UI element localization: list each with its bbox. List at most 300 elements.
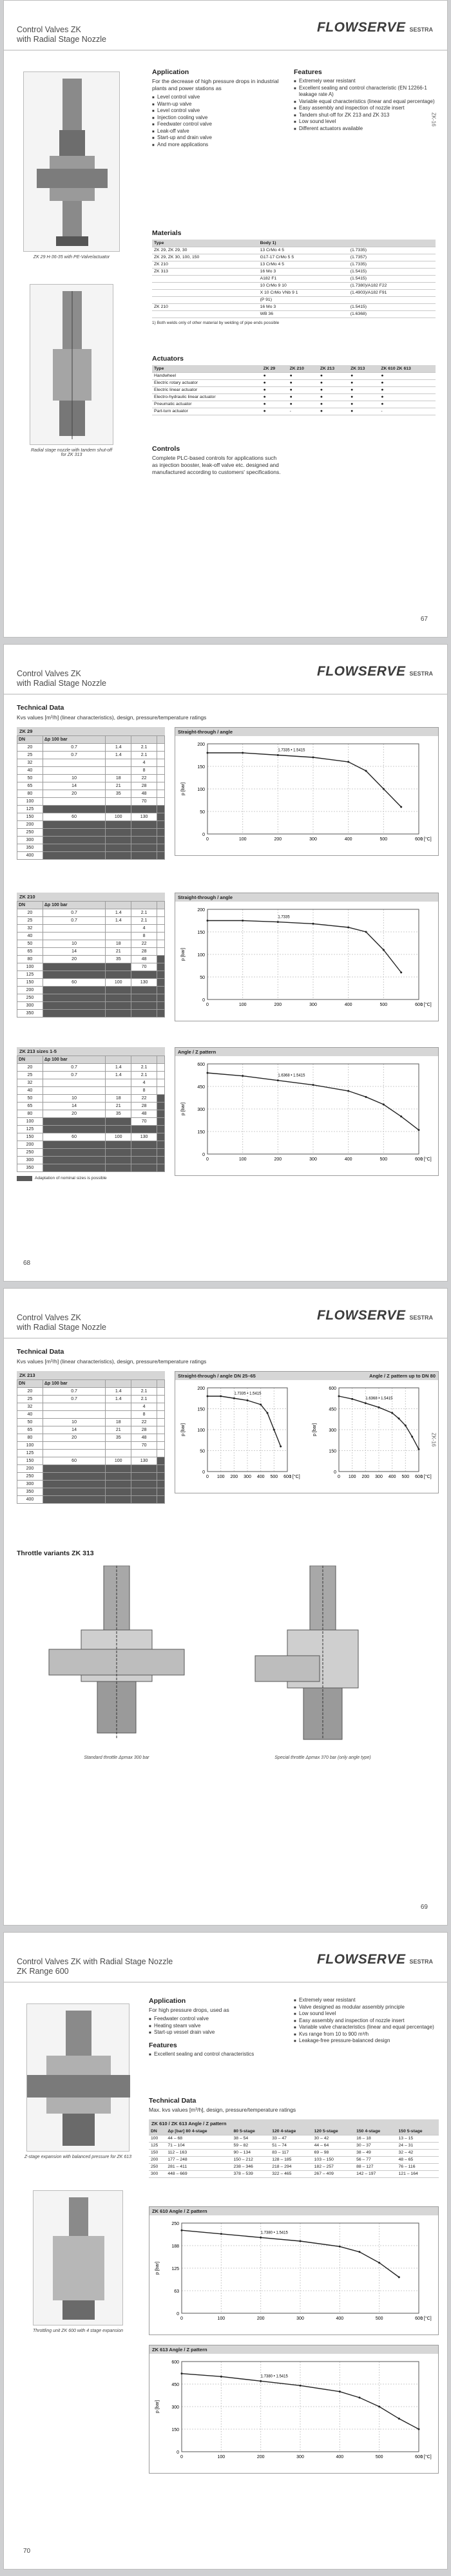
table-cell: 14 bbox=[43, 782, 105, 790]
table-cell bbox=[131, 1450, 157, 1457]
table-cell: 16 Mo 3 bbox=[258, 303, 349, 310]
y-tick-label: 150 bbox=[171, 2428, 179, 2432]
table-cell: 2.1 bbox=[131, 752, 157, 759]
table-row bbox=[17, 752, 165, 759]
table-cell bbox=[157, 1103, 165, 1110]
table-row bbox=[152, 401, 436, 408]
table-cell bbox=[157, 925, 165, 933]
table-header-row bbox=[149, 2128, 439, 2135]
table-cell: 250 bbox=[17, 829, 43, 837]
data-point bbox=[383, 788, 385, 790]
table-footnote: 1) Both welds only of other material by welding of pipe ends possible bbox=[152, 320, 280, 325]
table-cell: 4 bbox=[131, 1403, 157, 1411]
table-cell: 32 bbox=[17, 759, 43, 767]
x-tick-label: 300 bbox=[375, 1475, 383, 1479]
table-cell: 100 bbox=[17, 1118, 43, 1126]
y-tick-label: 0 bbox=[202, 1153, 205, 1157]
chart-title-2: Angle / Z pattern up to DN 80 bbox=[369, 1373, 436, 1379]
zk29-chart bbox=[175, 727, 439, 856]
chart-svg bbox=[149, 2215, 438, 2331]
table-cell: 2.1 bbox=[131, 909, 157, 917]
y-tick-label: 300 bbox=[197, 1108, 205, 1112]
feature-item: ■ Easy assembly and inspection of nozzle insert bbox=[294, 105, 436, 112]
annotation: 1.6368 • 1.5415 bbox=[365, 1396, 393, 1401]
y-tick-label: 200 bbox=[197, 743, 205, 747]
figure-caption-2: Radial stage nozzle with tandem shut-off for ZK 313 bbox=[30, 448, 113, 457]
table-row bbox=[17, 963, 165, 971]
table-row bbox=[152, 268, 436, 275]
table-cell: 30 – 42 bbox=[312, 2135, 354, 2142]
data-point bbox=[242, 1075, 244, 1077]
table-cell: 1.4 bbox=[106, 1064, 131, 1072]
table-cell bbox=[106, 767, 131, 775]
y-tick-label: 150 bbox=[329, 1449, 336, 1454]
feature-item: ■ Variable valve characteristics (linear and equal percentage) bbox=[294, 2024, 436, 2031]
data-point bbox=[378, 2406, 380, 2408]
table-cell: 400 bbox=[17, 852, 43, 860]
table-cell: 100 bbox=[17, 798, 43, 806]
application-list bbox=[149, 2016, 284, 2036]
table-row bbox=[17, 790, 165, 798]
table-cell bbox=[152, 289, 258, 296]
application-item: ■ Heating steam valve bbox=[149, 2023, 284, 2030]
table-cell bbox=[157, 1457, 165, 1465]
table-cell: 150 bbox=[17, 1457, 43, 1465]
table-cell bbox=[157, 744, 165, 752]
y-tick-label: 50 bbox=[200, 976, 205, 980]
table-cell bbox=[43, 1473, 105, 1481]
feature-item: ■ Excellent sealing and control characteristic (EN 12266-1 leakage rate A) bbox=[294, 85, 436, 99]
x-tick-label: 100 bbox=[217, 2455, 225, 2459]
table-row bbox=[17, 1164, 165, 1172]
column-header: 80 5-stage bbox=[232, 2128, 271, 2135]
table-cell bbox=[43, 767, 105, 775]
table-row bbox=[17, 1118, 165, 1126]
column-header: 120 4-stage bbox=[270, 2128, 312, 2135]
table-row bbox=[17, 1087, 165, 1095]
features-list-2 bbox=[294, 1997, 436, 2045]
section-heading-2: Features bbox=[149, 2041, 177, 2049]
table-cell bbox=[157, 1388, 165, 1396]
x-tick-label: 400 bbox=[336, 2316, 344, 2321]
y-axis-label: p [bar] bbox=[181, 1103, 186, 1115]
table-cell: 22 bbox=[131, 775, 157, 782]
data-point bbox=[418, 1448, 420, 1450]
table-row bbox=[17, 1434, 165, 1442]
table-cell bbox=[43, 971, 105, 979]
chart-panel-right bbox=[312, 1387, 432, 1479]
feature-item: ■ Tandem shut-off for ZK 213 and ZK 313 bbox=[294, 112, 436, 119]
application-section bbox=[149, 1997, 284, 2058]
table-cell bbox=[43, 1126, 105, 1133]
figure-caption-2: Special throttle Δpmax 370 bar (only angle type) bbox=[274, 1756, 371, 1760]
section-heading: Technical Data bbox=[17, 1348, 64, 1356]
y-tick-label: 100 bbox=[197, 1428, 205, 1433]
table-cell: ● bbox=[318, 379, 349, 386]
table-cell bbox=[43, 1450, 105, 1457]
table-cell bbox=[106, 1010, 131, 1018]
table-label: ZK 29 bbox=[17, 727, 165, 735]
y-tick-label: 600 bbox=[171, 2360, 179, 2365]
table-cell: 20 bbox=[43, 1110, 105, 1118]
y-tick-label: 0 bbox=[334, 1470, 336, 1475]
table-cell bbox=[157, 1149, 165, 1157]
table-cell bbox=[131, 852, 157, 860]
data-point bbox=[365, 931, 367, 933]
table-cell: ZK 29, ZK 29, 30 bbox=[152, 247, 258, 254]
table-cell: (1.4903)/A182 F91 bbox=[349, 289, 436, 296]
table-cell: 103 – 150 bbox=[312, 2156, 354, 2163]
data-point bbox=[359, 2251, 361, 2253]
zk210-chart bbox=[175, 893, 439, 1021]
table-header-row bbox=[17, 902, 165, 909]
table-cell: 20 bbox=[17, 1388, 43, 1396]
table-row bbox=[17, 1488, 165, 1496]
table-cell: 18 bbox=[106, 1095, 131, 1103]
application-item: ■ And more applications bbox=[152, 142, 281, 149]
table-cell bbox=[157, 829, 165, 837]
zk29-table bbox=[17, 735, 165, 860]
table-row bbox=[17, 1079, 165, 1087]
throttling-drawing bbox=[34, 2191, 124, 2326]
table-cell: ● bbox=[379, 386, 436, 393]
table-cell: ● bbox=[379, 401, 436, 408]
data-point bbox=[338, 1396, 340, 1397]
table-cell: 40 bbox=[17, 767, 43, 775]
table-row bbox=[152, 261, 436, 268]
column-header: Δp 100 bar bbox=[43, 736, 105, 744]
y-tick-label: 150 bbox=[197, 1130, 205, 1135]
table-cell bbox=[43, 821, 105, 829]
x-tick-label: 0 bbox=[206, 837, 209, 842]
data-point bbox=[277, 754, 279, 756]
nozzle-image bbox=[30, 284, 113, 445]
table-cell bbox=[157, 979, 165, 987]
table-cell bbox=[43, 1141, 105, 1149]
table-cell: 80 bbox=[17, 1110, 43, 1118]
table-cell bbox=[106, 1481, 131, 1488]
data-point bbox=[418, 2429, 420, 2430]
table-row bbox=[17, 1419, 165, 1426]
table-cell: 24 – 31 bbox=[397, 2142, 439, 2149]
chart-title: Straight-through / angle bbox=[175, 728, 438, 736]
table-row bbox=[17, 948, 165, 956]
x-tick-label: 100 bbox=[238, 1003, 247, 1007]
table-row bbox=[17, 1450, 165, 1457]
x-tick-label: 300 bbox=[296, 2455, 304, 2459]
table-cell bbox=[131, 994, 157, 1002]
table-cell: ● bbox=[349, 379, 379, 386]
table-cell: 300 bbox=[17, 837, 43, 844]
table-label: ZK 213 sizes 1-5 bbox=[17, 1047, 165, 1056]
table-cell: 35 bbox=[106, 1434, 131, 1442]
table-cell bbox=[157, 909, 165, 917]
feature-item: ■ Extremely wear resistant bbox=[294, 1997, 436, 2004]
table-cell: ● bbox=[288, 393, 318, 401]
table-cell: 65 bbox=[17, 1103, 43, 1110]
y-tick-label: 450 bbox=[197, 1085, 205, 1090]
chart-title-row bbox=[175, 1372, 438, 1380]
table-cell: (1.5415) bbox=[349, 268, 436, 275]
table-cell: 18 bbox=[106, 775, 131, 782]
table-cell bbox=[131, 1141, 157, 1149]
table-row bbox=[149, 2149, 439, 2156]
table-cell: 20 bbox=[17, 1064, 43, 1072]
table-cell bbox=[157, 1396, 165, 1403]
table-cell bbox=[157, 752, 165, 759]
table-cell bbox=[157, 1434, 165, 1442]
table-cell: 250 bbox=[17, 1473, 43, 1481]
table-row bbox=[152, 247, 436, 254]
table-cell: ZK 210 bbox=[152, 303, 258, 310]
table-cell: (1.7335) bbox=[349, 247, 436, 254]
table-cell: 300 bbox=[149, 2170, 166, 2177]
table-row bbox=[17, 759, 165, 767]
page-title: Control Valves ZK with Radial Stage Nozzle ZK Range 600 bbox=[17, 1957, 173, 1976]
header-divider bbox=[4, 1338, 447, 1339]
table-cell: 32 bbox=[17, 1403, 43, 1411]
x-tick-label: 200 bbox=[274, 1003, 282, 1007]
data-point bbox=[405, 1425, 407, 1426]
table-cell bbox=[106, 994, 131, 1002]
table-cell bbox=[157, 1002, 165, 1010]
table-row bbox=[17, 1403, 165, 1411]
table-cell bbox=[131, 1488, 157, 1496]
table-cell: 4 bbox=[131, 1079, 157, 1087]
y-tick-label: 150 bbox=[197, 931, 205, 935]
table-row bbox=[17, 782, 165, 790]
table-cell bbox=[157, 1095, 165, 1103]
table-cell: 150 – 212 bbox=[232, 2156, 271, 2163]
table-cell: ● bbox=[288, 372, 318, 379]
page-number: 69 bbox=[420, 1904, 428, 1911]
table-row bbox=[17, 1126, 165, 1133]
page-header bbox=[4, 645, 447, 695]
table-cell bbox=[349, 296, 436, 303]
table-cell bbox=[106, 933, 131, 940]
x-tick-label: 0 bbox=[206, 1475, 209, 1479]
table-row bbox=[152, 372, 436, 379]
table-cell: 281 – 411 bbox=[166, 2163, 231, 2170]
table-cell: 0.7 bbox=[43, 917, 105, 925]
table-cell bbox=[43, 837, 105, 844]
data-point bbox=[277, 921, 279, 923]
table-header-row bbox=[17, 1056, 165, 1064]
table-cell bbox=[152, 282, 258, 289]
table-cell bbox=[157, 1481, 165, 1488]
table-cell: 1.4 bbox=[106, 752, 131, 759]
table-row bbox=[17, 1496, 165, 1504]
column-header bbox=[157, 736, 165, 744]
table-cell: 28 bbox=[131, 782, 157, 790]
y-tick-label: 300 bbox=[171, 2405, 179, 2410]
application-section bbox=[152, 68, 281, 148]
table-cell bbox=[157, 1403, 165, 1411]
table-cell bbox=[106, 925, 131, 933]
application-item: ■ Start-up and drain valve bbox=[152, 135, 281, 142]
y-tick-label: 150 bbox=[197, 765, 205, 770]
column-header: DN bbox=[17, 1056, 43, 1064]
side-label: ZK-16 bbox=[430, 112, 437, 127]
table-cell bbox=[131, 829, 157, 837]
table-cell: 100 bbox=[17, 963, 43, 971]
table-row bbox=[17, 744, 165, 752]
application-item: ■ Feedwater control valve bbox=[152, 121, 281, 128]
pt-chart bbox=[175, 1371, 439, 1493]
data-point bbox=[267, 1412, 269, 1414]
application-item: ■ Start-up vessel drain valve bbox=[149, 2029, 284, 2036]
table-cell bbox=[157, 1126, 165, 1133]
application-item: ■ Level control valve bbox=[152, 108, 281, 115]
annotation: 1.7335 • 1.5415 bbox=[234, 1392, 262, 1396]
table-cell: 65 bbox=[17, 782, 43, 790]
table-cell: ● bbox=[318, 386, 349, 393]
table-cell: 8 bbox=[131, 933, 157, 940]
table-cell: 142 – 197 bbox=[354, 2170, 396, 2177]
table-cell: 1.4 bbox=[106, 1396, 131, 1403]
table-cell bbox=[157, 1072, 165, 1079]
table-cell: 21 bbox=[106, 948, 131, 956]
table-cell: 14 bbox=[43, 1103, 105, 1110]
table-row bbox=[152, 310, 436, 317]
x-axis-label: t [°C] bbox=[421, 1003, 432, 1007]
table-row bbox=[17, 813, 165, 821]
table-row bbox=[17, 956, 165, 963]
zk213-chart bbox=[175, 1047, 439, 1176]
table-cell: 2.1 bbox=[131, 1388, 157, 1396]
chart-title: ZK 610 Angle / Z pattern bbox=[149, 2207, 438, 2215]
y-tick-label: 188 bbox=[171, 2244, 179, 2249]
table-row bbox=[17, 925, 165, 933]
x-tick-label: 0 bbox=[338, 1475, 340, 1479]
chart-svg bbox=[175, 902, 438, 1018]
table-cell bbox=[157, 956, 165, 963]
section-heading: Controls bbox=[152, 445, 180, 453]
table-cell: (1.5415) bbox=[349, 303, 436, 310]
data-point bbox=[339, 2391, 341, 2392]
table-label: ZK 610 / ZK 613 Angle / Z pattern bbox=[149, 2119, 439, 2128]
table-cell: ● bbox=[262, 372, 288, 379]
table-row bbox=[17, 1442, 165, 1450]
table-row bbox=[17, 775, 165, 782]
annotation: 1.7380 • 1.5415 bbox=[260, 2374, 288, 2379]
table-cell bbox=[43, 852, 105, 860]
x-tick-label: 600 bbox=[415, 2316, 423, 2321]
table-cell bbox=[106, 963, 131, 971]
chart-svg bbox=[175, 1056, 438, 1172]
table-cell: 83 – 117 bbox=[270, 2149, 312, 2156]
data-point bbox=[365, 1402, 367, 1404]
table-cell bbox=[157, 806, 165, 813]
table-cell: 100 bbox=[106, 1457, 131, 1465]
table-cell bbox=[157, 837, 165, 844]
table-row bbox=[17, 1064, 165, 1072]
y-tick-label: 450 bbox=[171, 2383, 179, 2387]
table-cell: 1.4 bbox=[106, 1072, 131, 1079]
table-cell: 125 bbox=[17, 971, 43, 979]
application-item: ■ Feedwater control valve bbox=[149, 2016, 284, 2023]
table-cell bbox=[43, 1403, 105, 1411]
table-cell: 70 bbox=[131, 1442, 157, 1450]
table-cell: 14 bbox=[43, 948, 105, 956]
table-row bbox=[17, 1457, 165, 1465]
data-point bbox=[391, 1412, 393, 1414]
table-cell: 2.1 bbox=[131, 1072, 157, 1079]
table-cell bbox=[157, 1411, 165, 1419]
table-cell: 10 bbox=[43, 1419, 105, 1426]
table-cell: 28 bbox=[131, 1103, 157, 1110]
column-header: DN bbox=[17, 1380, 43, 1388]
data-point bbox=[418, 1129, 420, 1131]
data-point bbox=[339, 2246, 341, 2248]
data-point bbox=[398, 1417, 400, 1419]
materials-section bbox=[152, 229, 436, 327]
column-header: Δp 100 bar bbox=[43, 1380, 105, 1388]
table-cell: 100 bbox=[106, 813, 131, 821]
table-cell bbox=[106, 987, 131, 994]
chart-svg bbox=[175, 1380, 438, 1490]
table-cell: ● bbox=[318, 372, 349, 379]
data-point bbox=[280, 1446, 282, 1448]
table-cell bbox=[43, 1010, 105, 1018]
y-tick-label: 0 bbox=[177, 2312, 179, 2316]
table-cell: 218 – 294 bbox=[270, 2163, 312, 2170]
column-header: Δp [bar] 80 4-stage bbox=[166, 2128, 231, 2135]
column-header: DN bbox=[17, 736, 43, 744]
table-cell: ● bbox=[379, 372, 436, 379]
throttle-special-image bbox=[249, 1566, 397, 1752]
table-cell: 200 bbox=[17, 987, 43, 994]
table-row bbox=[17, 1465, 165, 1473]
table-cell: 32 – 42 bbox=[397, 2149, 439, 2156]
intro-text: For high pressure drops, used as bbox=[149, 2007, 229, 2013]
table-cell: Electro-hydraulic linear actuator bbox=[152, 393, 262, 401]
series-line bbox=[182, 2230, 399, 2277]
table-cell: 50 bbox=[17, 1419, 43, 1426]
table-cell bbox=[106, 806, 131, 813]
table-cell bbox=[106, 1403, 131, 1411]
legend-swatch bbox=[17, 1176, 32, 1181]
data-point bbox=[398, 2277, 400, 2278]
table-cell: 21 bbox=[106, 1426, 131, 1434]
table-cell: 22 bbox=[131, 940, 157, 948]
table-cell: 250 bbox=[149, 2163, 166, 2170]
figure-caption: Z-stage expansion with balanced pressure for ZK 613 bbox=[24, 2155, 132, 2159]
chart-svg bbox=[175, 736, 438, 852]
table-cell: 16 – 18 bbox=[354, 2135, 396, 2142]
column-header: 150 4-stage bbox=[354, 2128, 396, 2135]
controls-text: Complete PLC-based controls for applications such as injection booster, leak-off valve etc. designed and manufactured according to customers' specifications. bbox=[152, 455, 281, 475]
table-cell: 121 – 164 bbox=[397, 2170, 439, 2177]
table-row bbox=[17, 1010, 165, 1018]
chart-svg bbox=[149, 2354, 438, 2470]
table-cell: ● bbox=[379, 379, 436, 386]
table-cell bbox=[131, 1002, 157, 1010]
table-cell: ZK 210 bbox=[152, 261, 258, 268]
x-tick-label: 100 bbox=[348, 1475, 356, 1479]
y-tick-label: 300 bbox=[329, 1428, 336, 1433]
table-cell: ZK 29, ZK 30, 100, 150 bbox=[152, 254, 258, 261]
table-cell: (P 91) bbox=[258, 296, 349, 303]
table-cell: ● bbox=[262, 379, 288, 386]
column-header: Δp 100 bar bbox=[43, 902, 105, 909]
zk213-table-block bbox=[17, 1371, 165, 1504]
table-cell bbox=[157, 971, 165, 979]
x-tick-label: 200 bbox=[274, 837, 282, 842]
table-cell: 71 – 104 bbox=[166, 2142, 231, 2149]
table-cell bbox=[43, 1157, 105, 1164]
application-item: ■ Leak-off valve bbox=[152, 128, 281, 135]
